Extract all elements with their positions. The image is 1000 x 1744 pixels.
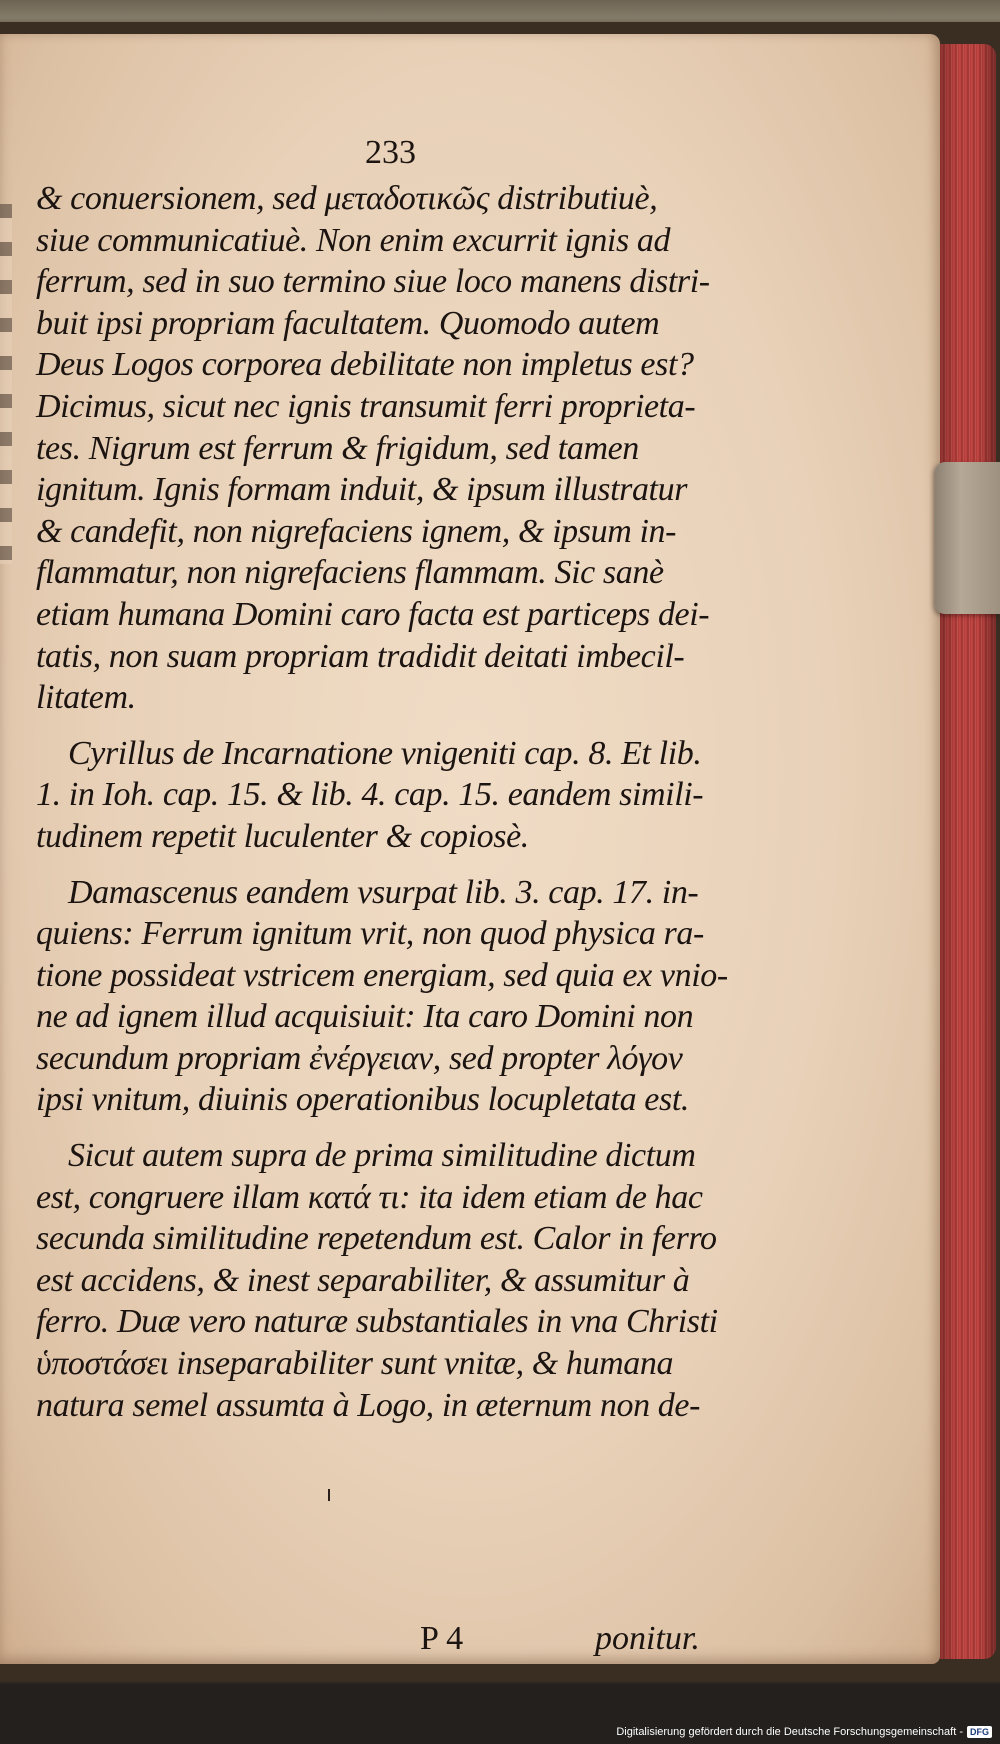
red-page-edges	[940, 44, 996, 1659]
text-line: secunda similitudine repetendum est. Calor in ferro	[36, 1220, 717, 1258]
text-line: flammatur, non nigrefaciens flammam. Sic sanè	[36, 554, 664, 592]
adjacent-page-margin	[0, 204, 12, 564]
text-line: Deus Logos corporea debilitate non impletus est?	[36, 346, 694, 384]
paragraph	[36, 872, 726, 1122]
text-line: Cyrillus de Incarnatione vnigeniti cap. 8. Et lib.	[68, 734, 702, 772]
page-clip	[935, 462, 1000, 614]
text-line: ne ad ignem illud acquisiuit: Ita caro Domini non	[36, 998, 694, 1036]
text-line: ferro. Duæ vero naturæ substantiales in vna Christi	[36, 1303, 718, 1341]
text-line: tes. Nigrum est ferrum & frigidum, sed tamen	[36, 429, 639, 467]
paragraph-gap	[36, 1121, 726, 1135]
text-line: & conuersionem, sed μεταδοτικῶς distributiuè,	[36, 180, 658, 217]
text-line: ὑποστάσει inseparabiliter sunt vnitæ, & humana	[36, 1345, 674, 1383]
text-line: Sicut autem supra de prima similitudine dictum	[68, 1137, 696, 1175]
text-line: est, congruere illam κατά τι: ita idem etiam de hac	[36, 1178, 703, 1216]
text-line: ipsi vnitum, diuinis operationibus locupletata est.	[36, 1081, 689, 1119]
ink-mark	[328, 1489, 330, 1501]
dfg-logo: DFG	[967, 1726, 992, 1738]
text-line: est accidens, & inest separabiliter, & assumitur à	[36, 1261, 690, 1299]
text-line: tatis, non suam propriam tradidit deitati imbecil-	[36, 637, 685, 675]
text-line: ferrum, sed in suo termino siue loco manens distri-	[36, 263, 710, 301]
text-line: buit ipsi propriam facultatem. Quomodo autem	[36, 304, 660, 342]
text-line: etiam humana Domini caro facta est particeps dei-	[36, 595, 710, 633]
text-line: secundum propriam ἐνέργειαν, sed propter λόγον	[36, 1039, 683, 1077]
text-line: ignitum. Ignis formam induit, & ipsum illustratur	[36, 471, 688, 509]
scan-footer	[0, 1684, 1000, 1744]
text-line: litatem.	[36, 679, 136, 717]
page-number: 233	[365, 134, 416, 171]
text-line: 1. in Ioh. cap. 15. & lib. 4. cap. 15. eandem simili-	[36, 776, 704, 814]
text-line: & candefit, non nigrefaciens ignem, & ipsum in-	[36, 512, 677, 550]
text-line: quiens: Ferrum ignitum vrit, non quod physica ra-	[36, 915, 704, 953]
paragraph	[36, 1135, 726, 1426]
text-line: tudinem repetit luculenter & copiosè.	[36, 817, 529, 855]
text-line: natura semel assumta à Logo, in æternum non de-	[36, 1386, 701, 1424]
paragraph-gap	[36, 719, 726, 733]
paragraph	[36, 733, 726, 858]
paragraph	[36, 178, 726, 719]
credit-text: Digitalisierung gefördert durch die Deutsche Forschungsgemeinschaft -	[616, 1726, 963, 1738]
text-line: siue communicatiuè. Non enim excurrit ignis ad	[36, 221, 671, 259]
text-line: tione possideat vstricem energiam, sed quia ex vnio-	[36, 956, 728, 994]
book-page	[0, 34, 940, 1664]
catchword: ponitur.	[595, 1620, 700, 1657]
signature-mark: P 4	[420, 1620, 464, 1657]
text-line: Dicimus, sicut nec ignis transumit ferri proprieta-	[36, 387, 696, 425]
page-text	[36, 178, 726, 1426]
digitization-credit	[616, 1726, 992, 1738]
paragraph-gap	[36, 858, 726, 872]
text-line: Damascenus eandem vsurpat lib. 3. cap. 17. in-	[68, 873, 699, 911]
